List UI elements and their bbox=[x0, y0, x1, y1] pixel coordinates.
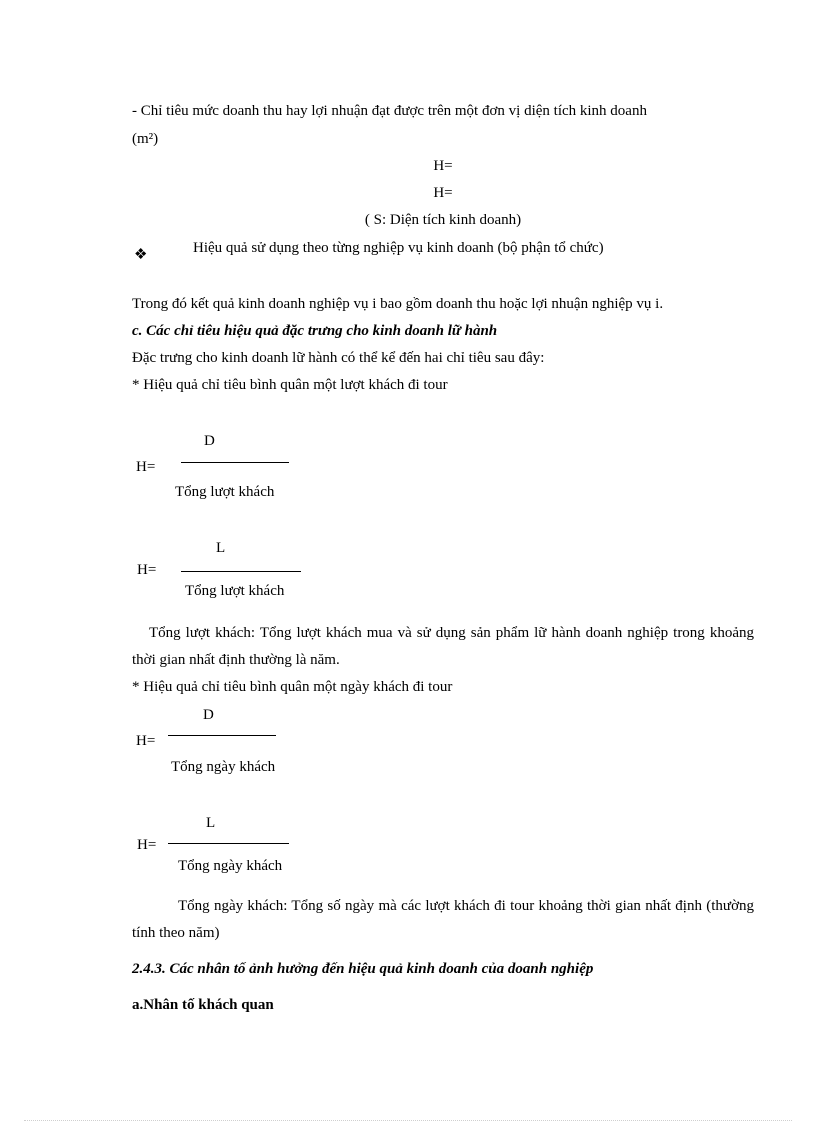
heading-2-4-3: 2.4.3. Các nhân tố ảnh hưởng đến hiệu quả kinh doanh của doanh nghiệp bbox=[132, 961, 594, 977]
diamond-bullet-icon: ❖ bbox=[134, 247, 148, 263]
area-indicator-line1: - Chỉ tiêu mức doanh thu hay lợi nhuận đạt được trên một đơn vị diện tích kinh doanh bbox=[132, 103, 647, 119]
formula-h1: H= bbox=[433, 158, 453, 174]
fraction-2-numerator: L bbox=[216, 540, 226, 556]
total-days-note: Tổng ngày khách: Tổng số ngày mà các lượt khách đi tour khoảng thời gian nhất định (thường tính theo năm) bbox=[132, 898, 754, 941]
page-bottom-rule bbox=[24, 1120, 792, 1121]
fraction-3-lhs: H= bbox=[136, 733, 156, 749]
fraction-3-numerator: D bbox=[203, 707, 214, 723]
intro-c: Đặc trưng cho kinh doanh lữ hành có thể kể đến hai chỉ tiêu sau đây: bbox=[132, 350, 545, 366]
heading-a: a.Nhân tố khách quan bbox=[132, 997, 274, 1013]
fraction-1-numerator: D bbox=[204, 433, 215, 449]
fraction-4-numerator: L bbox=[206, 815, 216, 831]
fraction-2-bar bbox=[181, 571, 301, 572]
fraction-4-denominator: Tổng ngày khách bbox=[178, 858, 283, 874]
area-indicator-line2: (m²) bbox=[132, 131, 159, 147]
bullet-text: Hiệu quả sử dụng theo từng nghiệp vụ kinh doanh (bộ phận tổ chức) bbox=[193, 240, 604, 256]
fraction-1-denominator: Tổng lượt khách bbox=[175, 484, 275, 500]
fraction-3-bar bbox=[168, 735, 276, 736]
per-day-title: * Hiệu quả chỉ tiêu bình quân một ngày khách đi tour bbox=[132, 679, 453, 695]
fraction-4-bar bbox=[168, 843, 289, 844]
per-trip-title: * Hiệu quả chỉ tiêu bình quân một lượt khách đi tour bbox=[132, 377, 448, 393]
fraction-2-denominator: Tổng lượt khách bbox=[185, 583, 285, 599]
area-note: ( S: Diện tích kinh doanh) bbox=[364, 212, 522, 228]
fraction-1-bar bbox=[181, 462, 289, 463]
fraction-2-lhs: H= bbox=[137, 562, 157, 578]
formula-h2: H= bbox=[433, 185, 453, 201]
fraction-4-lhs: H= bbox=[137, 837, 157, 853]
result-note: Trong đó kết quả kinh doanh nghiệp vụ i bao gồm doanh thu hoặc lợi nhuận nghiệp vụ i. bbox=[132, 296, 664, 312]
total-trips-note: Tổng lượt khách: Tổng lượt khách mua và sử dụng sản phẩm lữ hành doanh nghiệp trong khoảng thời gian nhất định thường là năm. bbox=[132, 625, 754, 668]
fraction-1-lhs: H= bbox=[136, 459, 156, 475]
fraction-3-denominator: Tổng ngày khách bbox=[171, 759, 276, 775]
heading-c: c. Các chỉ tiêu hiệu quả đặc trưng cho kinh doanh lữ hành bbox=[132, 323, 498, 339]
